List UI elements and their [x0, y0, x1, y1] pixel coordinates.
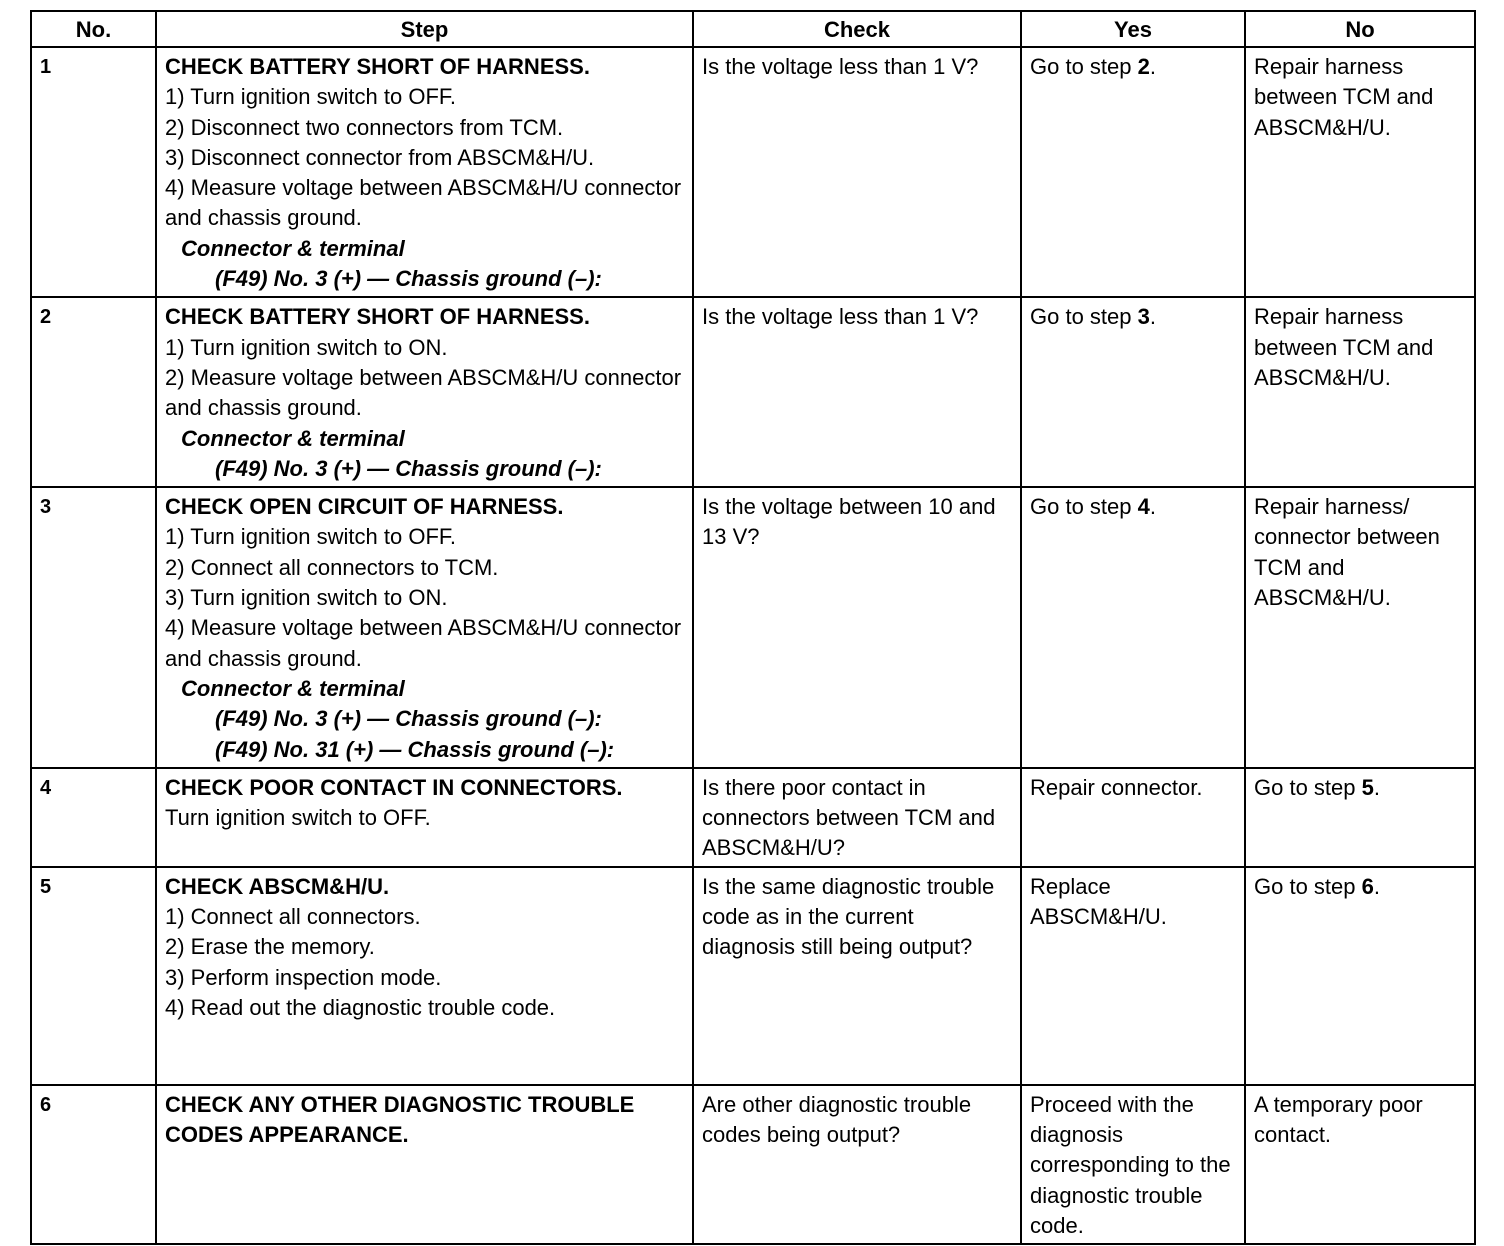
- step-instruction: 1) Connect all connectors.: [165, 904, 421, 930]
- step-cell: [156, 1085, 693, 1244]
- yes-suffix: .: [1149, 304, 1156, 330]
- step-instruction: 3) Turn ignition switch to ON.: [165, 585, 448, 611]
- table-row: [31, 1085, 1475, 1244]
- step-instruction: 2) Connect all connectors to TCM.: [165, 554, 499, 580]
- step-title: CHECK BATTERY SHORT OF HARNESS.: [165, 304, 590, 330]
- yes-cell: [1021, 867, 1245, 1085]
- yes-suffix: .: [1149, 54, 1156, 79]
- step-instruction: 3) Perform inspection mode.: [165, 964, 442, 990]
- yes-cell: [1021, 1085, 1245, 1244]
- step-instruction: 2) Measure voltage between ABSCM&H/U connector and chassis ground.: [165, 364, 682, 421]
- check-cell: Is the same diagnostic trouble code as in the current diagnosis still being output?: [693, 867, 1021, 1085]
- no-text: Go to step: [1254, 774, 1362, 800]
- no-cell: Repair harness/ connector between TCM and ABSCM&H/U.: [1245, 487, 1475, 768]
- step-cell: [156, 867, 693, 1085]
- check-cell: Is there poor contact in connectors between TCM and ABSCM&H/U?: [693, 768, 1021, 867]
- yes-step-ref: 2: [1137, 54, 1150, 79]
- check-cell: Is the voltage less than 1 V?: [693, 297, 1021, 487]
- no-suffix: .: [1373, 774, 1380, 800]
- step-instruction: 4) Measure voltage between ABSCM&H/U connector and chassis ground.: [165, 175, 682, 231]
- step-title: CHECK BATTERY SHORT OF HARNESS.: [165, 54, 590, 79]
- yes-text: Proceed with the diagnosis corresponding to the diagnostic trouble code.: [1030, 1091, 1231, 1238]
- header-yes: Yes: [1021, 11, 1245, 47]
- no-step-ref: 5: [1361, 774, 1374, 800]
- no-suffix: .: [1373, 873, 1380, 899]
- yes-step-ref: 4: [1137, 494, 1150, 520]
- yes-suffix: .: [1149, 494, 1156, 520]
- check-cell: Are other diagnostic trouble codes being output?: [693, 1085, 1021, 1244]
- check-cell: Is the voltage between 10 and 13 V?: [693, 487, 1021, 768]
- header-row: [31, 11, 1475, 47]
- connector-terminal: (F49) No. 3 (+) — Chassis ground (–):: [215, 266, 602, 292]
- step-cell: [156, 297, 693, 487]
- connector-label: Connector & terminal: [181, 675, 405, 701]
- table-row: [31, 768, 1475, 867]
- diagnostic-procedure-table: [30, 10, 1476, 1245]
- check-cell: Is the voltage less than 1 V?: [693, 47, 1021, 297]
- step-cell: [156, 47, 693, 297]
- step-instruction: 2) Erase the memory.: [165, 934, 375, 960]
- yes-cell: [1021, 297, 1245, 487]
- yes-cell: [1021, 47, 1245, 297]
- step-number: 5: [31, 867, 156, 1085]
- table-row: [31, 867, 1475, 1085]
- no-cell: Repair harness between TCM and ABSCM&H/U.: [1245, 47, 1475, 297]
- step-instruction: 1) Turn ignition switch to OFF.: [165, 84, 456, 110]
- no-text: Go to step: [1254, 873, 1362, 899]
- no-cell: Repair harness between TCM and ABSCM&H/U.: [1245, 297, 1475, 487]
- yes-text: Repair connector.: [1030, 774, 1203, 800]
- header-no-result: No: [1245, 11, 1475, 47]
- step-number: 2: [31, 297, 156, 487]
- step-instruction: 3) Disconnect connector from ABSCM&H/U.: [165, 144, 595, 170]
- step-title: CHECK ANY OTHER DIAGNOSTIC TROUBLE CODES APPEARANCE.: [165, 1091, 635, 1148]
- no-cell: [1245, 768, 1475, 867]
- table-row: [31, 487, 1475, 768]
- yes-step-ref: 3: [1137, 304, 1150, 330]
- step-title: CHECK OPEN CIRCUIT OF HARNESS.: [165, 494, 564, 520]
- header-no: No.: [31, 11, 156, 47]
- table-row: [31, 297, 1475, 487]
- step-title: CHECK POOR CONTACT IN CONNECTORS.: [165, 774, 623, 800]
- step-cell: [156, 768, 693, 867]
- yes-text: Go to step: [1030, 304, 1138, 330]
- yes-cell: [1021, 768, 1245, 867]
- step-instruction: 4) Measure voltage between ABSCM&H/U connector and chassis ground.: [165, 615, 682, 671]
- step-number: 3: [31, 487, 156, 768]
- connector-terminal: (F49) No. 3 (+) — Chassis ground (–):: [215, 455, 602, 481]
- step-instruction: Turn ignition switch to OFF.: [165, 805, 431, 831]
- no-cell: [1245, 867, 1475, 1085]
- step-instruction: 1) Turn ignition switch to OFF.: [165, 524, 456, 550]
- step-instruction: 2) Disconnect two connectors from TCM.: [165, 114, 564, 140]
- step-instruction: 4) Read out the diagnostic trouble code.: [165, 994, 556, 1020]
- yes-text: Go to step: [1030, 494, 1138, 520]
- connector-label: Connector & terminal: [181, 235, 405, 261]
- table-row: [31, 47, 1475, 297]
- no-step-ref: 6: [1361, 873, 1374, 899]
- step-instruction: 1) Turn ignition switch to ON.: [165, 334, 448, 360]
- step-number: 1: [31, 47, 156, 297]
- step-number: 6: [31, 1085, 156, 1244]
- header-check: Check: [693, 11, 1021, 47]
- no-cell: A temporary poor contact.: [1245, 1085, 1475, 1244]
- step-cell: [156, 487, 693, 768]
- step-number: 4: [31, 768, 156, 867]
- connector-terminal: (F49) No. 3 (+) — Chassis ground (–):: [215, 706, 602, 732]
- connector-terminal: (F49) No. 31 (+) — Chassis ground (–):: [215, 736, 615, 762]
- header-step: Step: [156, 11, 693, 47]
- connector-label: Connector & terminal: [181, 425, 405, 451]
- yes-text: Go to step: [1030, 54, 1138, 79]
- yes-text: Replace ABSCM&H/U.: [1030, 873, 1167, 930]
- step-title: CHECK ABSCM&H/U.: [165, 873, 390, 899]
- yes-cell: [1021, 487, 1245, 768]
